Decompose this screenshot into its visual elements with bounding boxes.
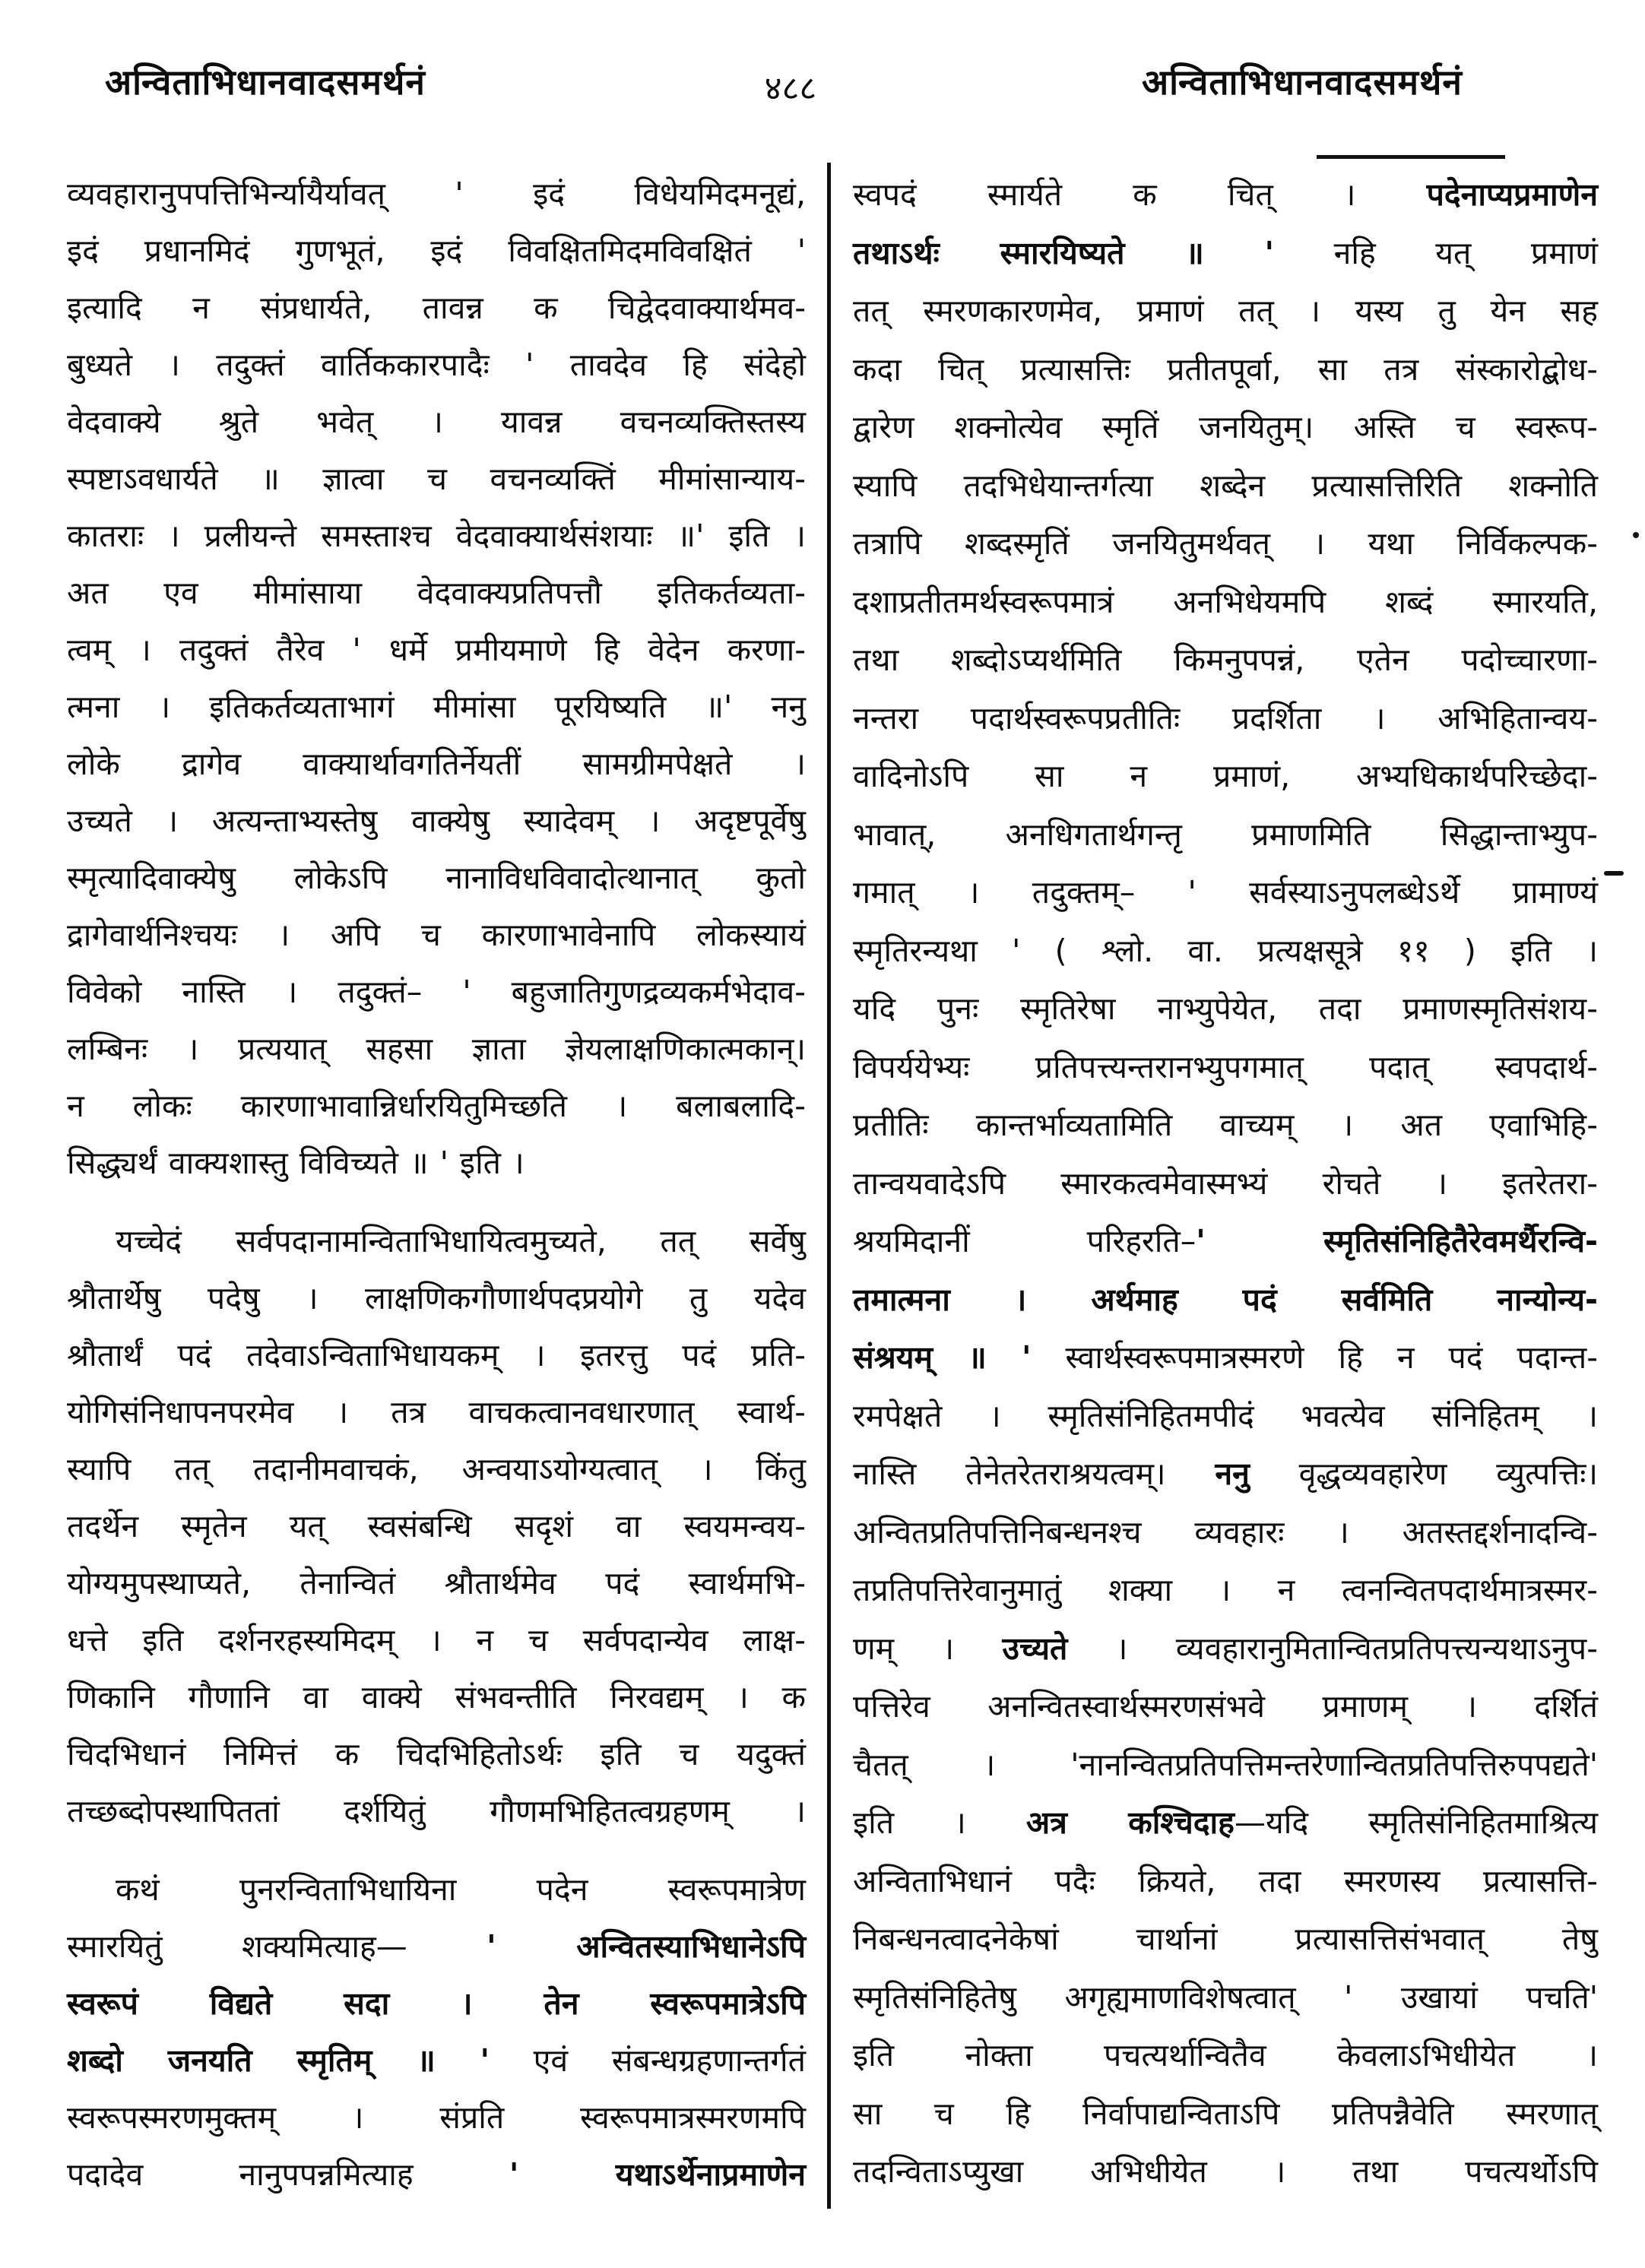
text-line <box>67 736 806 793</box>
text-line <box>67 1669 806 1726</box>
body-text: विपर्ययेभ्यः प्रतिपत्त्यन्तरानभ्युपगमात् पदात् स्वपदार्थ- <box>853 1048 1598 1085</box>
body-text: रमपेक्षते । स्मृतिसंनिहितमपीदं भवत्येव संनिहितम् । <box>853 1397 1598 1434</box>
page-number: ४८८ <box>764 69 817 108</box>
text-line <box>67 1078 806 1135</box>
text-line <box>67 1441 806 1498</box>
body-text: —यदि स्मृतिसंनिहितमाश्रित्य <box>1234 1804 1598 1841</box>
text-column-right <box>853 166 1598 2201</box>
scan-artifact-bar <box>1317 155 1505 159</box>
verse-quote-text: शब्दो जनयति स्मृतिम् ॥ ' <box>67 2042 490 2079</box>
text-line <box>853 398 1598 457</box>
body-text: यच्चेदं सर्वपदानामन्विताभिधायित्वमुच्यते, तत् सर्वेषु <box>116 1223 806 1259</box>
body-text: श्रौतार्थेषु पदेषु । लाक्षणिकगौणार्थपदप्रयोगे तु यदेव <box>67 1280 806 1316</box>
text-line <box>853 1969 1598 2027</box>
text-line <box>67 1918 806 1975</box>
text-line <box>67 622 806 679</box>
text-line <box>67 850 806 907</box>
text-line <box>853 573 1598 632</box>
body-text: इति नोक्ता पचत्यर्थान्वितैव केवलाऽभिधीयेत । <box>853 2037 1598 2073</box>
body-text: पत्तिरेव अनन्वितस्वार्थस्मरणसंभवे प्रमाणम् । दर्शितं <box>853 1688 1598 1725</box>
body-text: तप्रतिपत्तिरेवानुमातुं शक्या । न त्वनन्वितपदार्थमात्रस्मर- <box>853 1572 1598 1608</box>
body-text: न लोकः कारणाभावान्निर्धारयितुमिच्छति । बलाबलादि- <box>67 1088 806 1124</box>
text-line <box>853 1271 1598 1329</box>
text-line <box>853 2026 1598 2085</box>
text-line <box>67 1270 806 1327</box>
body-text: यदि पुनः स्मृतिरेषा नाभ्युपेयेत, तदा प्रमाणस्मृतिसंशय- <box>853 990 1598 1027</box>
body-text: लोके द्रागेव वाक्यार्थावगतिर्नेयतीं सामग्रीमपेक्षते । <box>67 746 806 782</box>
text-line <box>853 1794 1598 1852</box>
body-text: त्वम् । तदुक्तं तैरेव ' धर्मे प्रमीयमाणे हि वेदेन करणा- <box>67 632 806 668</box>
scan-artifact-dash <box>1604 871 1624 876</box>
body-text: स्यापि तत् तदानीमवाचकं, अन्वयाऽयोग्यत्वात् । किंतु <box>67 1451 806 1487</box>
body-text: कातराः । प्रलीयन्ते समस्ताश्च वेदवाक्यार्थसंशयाः ॥' इति । <box>67 518 806 554</box>
body-text: अत एव मीमांसाया वेदवाक्यप्रतिपत्तौ इतिकर्तव्यता- <box>67 575 806 611</box>
text-line <box>853 224 1598 283</box>
verse-quote-text: तमात्मना । अर्थमाह पदं सर्वमिति नान्योन्य- <box>853 1281 1598 1318</box>
body-text: सा च हि निर्वापाद्यन्विताऽपि प्रतिपन्नैवेति स्मरणात् <box>853 2095 1598 2132</box>
text-line <box>67 1783 806 1840</box>
text-line <box>853 515 1598 573</box>
body-text: स्मृतिरन्यथा ' ( श्लो. वा. प्रत्यक्षसूत्रे ११ ) इति । <box>853 932 1598 969</box>
text-line <box>67 280 806 337</box>
paragraph <box>67 1861 806 2203</box>
body-text: तत् स्मरणकारणमेव, प्रमाणं तत् । यस्य तु येन सह <box>853 293 1598 329</box>
text-line <box>853 1387 1598 1446</box>
body-text: श्रयमिदानीं परिहरति– <box>853 1223 1197 1259</box>
body-text: द्रागेवार्थनिश्चयः । अपि च कारणाभावेनापि लोकस्यायं <box>67 917 806 953</box>
text-column-left <box>67 166 806 2203</box>
text-line <box>67 565 806 622</box>
text-line <box>853 806 1598 864</box>
body-text: तथा शब्दोऽप्यर्थमिति किमनुपपन्नं, एतेन पदोच्चारणा- <box>853 641 1598 678</box>
text-line <box>853 922 1598 980</box>
body-text: नहि यत् प्रमाणं <box>1274 234 1598 271</box>
body-text: नन्तरा पदार्थस्वरूपप्रतीतिः प्रदर्शिता । अभिहितान्वय- <box>853 699 1598 736</box>
text-line <box>67 1135 806 1192</box>
text-line <box>67 1327 806 1384</box>
body-text: स्यापि तदभिधेयान्तर्गत्या शब्देन प्रत्यासत्तिरिति शक्नोति <box>853 467 1598 504</box>
text-line <box>853 1329 1598 1387</box>
text-line <box>853 1561 1598 1620</box>
body-text: स्मारयितुं शक्यमित्याह— <box>67 1928 487 1965</box>
text-line <box>67 964 806 1021</box>
body-text: सिद्ध्यर्थं वाक्यशास्तु विविच्यते ॥ ' इति । <box>67 1145 525 1181</box>
body-text: धत्ते इति दर्शनरहस्यमिदम् । न च सर्वपदान्येव लाक्ष- <box>67 1622 806 1658</box>
body-text: विवेको नास्ति । तदुक्तं– ' बहुजातिगुणद्रव्यकर्मभेदाव- <box>67 974 806 1010</box>
text-line <box>67 1213 806 1270</box>
body-text: योगिसंनिधापनपरमेव । तत्र वाचकत्वानवधारणात् स्वार्थ- <box>67 1394 806 1430</box>
body-text: वृद्धव्यवहारेण व्युत्पत्तिः। <box>1249 1456 1598 1492</box>
text-line <box>853 1212 1598 1271</box>
text-line <box>853 282 1598 341</box>
text-line <box>67 1861 806 1918</box>
text-line <box>67 1726 806 1783</box>
body-text: । व्यवहारानुमितान्वितप्रतिपत्त्यन्यथाऽनुप- <box>1067 1630 1598 1667</box>
text-line <box>853 689 1598 748</box>
body-text: पदादेव नानुपपन्नमित्याह <box>67 2156 509 2193</box>
text-line <box>853 1445 1598 1503</box>
body-text: व्यवहारानुपपत्तिभिर्न्यायैर्यावत् ' इदं विधेयमिदमनूद्यं, <box>67 176 806 212</box>
body-text: इत्यादि न संप्रधार्यते, तावन्न क चिद्वेदवाक्यार्थमव- <box>67 290 806 326</box>
text-line <box>67 2146 806 2203</box>
body-text: द्वारेण शक्नोत्येव स्मृतिं जनयितुम्। अस्ति च स्वरूप- <box>853 409 1598 445</box>
verse-quote-text: स्वरूपं विद्यते सदा । तेन स्वरूपमात्रेऽपि <box>67 1985 806 2022</box>
text-line <box>67 1555 806 1612</box>
body-text: तच्छब्दोपस्थापिततां दर्शयितुं गौणमभिहितत्वग्रहणम् । <box>67 1793 806 1829</box>
verse-quote-text: उच्यते <box>1002 1630 1068 1667</box>
text-line <box>67 679 806 736</box>
text-line <box>67 166 806 223</box>
body-text: अन्विताभिधानं पदैः क्रियते, तदा स्मरणस्य प्रत्यासत्ति- <box>853 1862 1598 1899</box>
text-line <box>67 1384 806 1441</box>
verse-quote-text: संश्रयम् ॥ ' <box>853 1339 1032 1376</box>
body-text: अन्वितप्रतिपत्तिनिबन्धनश्च व्यवहारः । अतस्तद्दर्शनादन्वि- <box>853 1513 1598 1551</box>
running-header-right: अन्विताभिधानवादसमर्थनं <box>1142 62 1463 103</box>
paragraph <box>67 166 806 1192</box>
text-line <box>67 2032 806 2089</box>
body-text: स्वपदं स्मार्यते क चित् । <box>853 176 1427 213</box>
body-text: स्वरूपस्मरणमुक्तम् । संप्रति स्वरूपमात्रस्मरणमपि <box>67 2099 806 2136</box>
column-divider-rule <box>827 163 831 2209</box>
text-line <box>853 2085 1598 2143</box>
body-text: उच्यते । अत्यन्ताभ्यस्तेषु वाक्येषु स्यादेवम् । अदृष्टपूर्वेषु <box>67 803 806 839</box>
text-line <box>67 394 806 451</box>
body-text: प्रतीतिः कान्तर्भाव्यतामिति वाच्यम् । अत एवाभिहि- <box>853 1107 1598 1143</box>
verse-quote-text: अत्र कश्चिदाह <box>1025 1804 1235 1841</box>
text-line <box>67 1498 806 1555</box>
body-text: इति । <box>853 1804 1026 1841</box>
text-line <box>853 863 1598 922</box>
body-text: कदा चित् प्रत्यासत्तिः प्रतीतपूर्वा, सा तत्र संस्कारोद्बोध- <box>853 350 1598 388</box>
body-text: बुध्यते । तदुक्तं वार्तिककारपादैः ' तावदेव हि संदेहो <box>67 347 806 383</box>
body-text: श्रौतार्थं पदं तदेवाऽन्विताभिधायकम् । इतरत्तु पदं प्रति- <box>67 1337 806 1373</box>
body-text: योग्यमुपस्थाप्यते, तेनान्वितं श्रौतार्थमेव पदं स्वार्थमभि- <box>67 1565 806 1601</box>
verse-quote-text: ' यथाऽर्थेनाप्रमाणेन <box>509 2156 806 2193</box>
body-text: स्वार्थस्वरूपमात्रस्मरणे हि न पदं पदान्त- <box>1031 1339 1598 1376</box>
text-line <box>853 1852 1598 1911</box>
body-text: वेदवाक्ये श्रुते भवेत् । यावन्न वचनव्यक्तिस्तस्य <box>67 404 806 440</box>
body-text: एवं संबन्धग्रहणान्तर्गतं <box>490 2042 806 2079</box>
body-text: तान्वयवादेऽपि स्मारकत्वमेवास्मभ्यं रोचते । इतरेतरा- <box>853 1164 1598 1202</box>
body-text: तदर्थेन स्मृतेन यत् स्वसंबन्धि सदृशं वा स्वयमन्वय- <box>67 1508 806 1544</box>
verse-quote-text: तथाऽर्थः स्मारयिष्यते ॥ ' <box>853 234 1275 271</box>
body-text: भावात्, अनधिगतार्थगन्तृ प्रमाणमिति सिद्धान्ताभ्युप- <box>853 816 1598 853</box>
body-text: णम् । <box>853 1630 1003 1667</box>
text-line <box>853 457 1598 515</box>
text-line <box>853 1155 1598 1213</box>
text-line <box>67 508 806 565</box>
body-text: त्मना । इतिकर्तव्यताभागं मीमांसा पूरयिष्यति ॥' ननु <box>67 689 806 725</box>
body-text: इदं प्रधानमिदं गुणभूतं, इदं विवक्षितमिदमविवक्षितं ' <box>67 233 806 269</box>
body-text: लम्बिनः । प्रत्ययात् सहसा ज्ञाता ज्ञेयलाक्षणिकात्मकान्। <box>67 1031 806 1067</box>
verse-quote-text: ' अन्वितस्याभिधानेऽपि <box>487 1928 806 1965</box>
text-line <box>853 166 1598 224</box>
body-text: कथं पुनरन्विताभिधायिना पदेन स्वरूपमात्रेण <box>116 1871 806 1908</box>
text-line <box>853 1503 1598 1562</box>
body-text: स्मृत्यादिवाक्येषु लोकेऽपि नानाविधविवादोत्थानात् कुतो <box>67 860 806 896</box>
body-text: तदन्विताऽप्युखा अभिधीयेत । तथा पचत्यर्थोऽपि <box>853 2153 1598 2190</box>
body-text: चिदभिधानं निमित्तं क चिदभिहितोऽर्थः इति च यदुक्तं <box>67 1736 806 1772</box>
body-text: चैतत् । 'नानन्वितप्रतिपत्तिमन्तरेणान्वितप्रतिपत्तिरुपपद्यते' <box>853 1746 1598 1783</box>
body-text: तत्रापि शब्दस्मृतिं जनयितुमर्थवत् । यथा निर्विकल्पक- <box>853 525 1598 562</box>
body-text: स्पष्टाऽवधार्यते ॥ ज्ञात्वा च वचनव्यक्तिं मीमांसान्याय- <box>67 461 806 497</box>
body-text: वादिनोऽपि सा न प्रमाणं, अभ्यधिकार्थपरिच्छेदा- <box>853 758 1598 794</box>
text-line <box>67 2089 806 2146</box>
text-line <box>853 341 1598 399</box>
body-text: निबन्धनत्वादनेकेषां चार्थानां प्रत्यासत्तिसंभवात् तेषु <box>853 1921 1598 1957</box>
body-text: नास्ति तेनेतरेतराश्रयत्वम्। <box>853 1456 1216 1492</box>
body-text: स्मृतिसंनिहितेषु अगृह्यमाणविशेषत्वात् ' उखायां पचति' <box>853 1978 1598 2016</box>
text-line <box>67 1612 806 1669</box>
text-line <box>853 1910 1598 1969</box>
paragraph <box>853 166 1598 2201</box>
verse-quote-text: पदेनाप्यप्रमाणेन <box>1426 176 1598 213</box>
verse-quote-text: ' स्मृतिसंनिहितैरेवमर्थैरन्वि- <box>1196 1223 1599 1259</box>
text-line <box>853 1677 1598 1736</box>
paragraph <box>67 1213 806 1840</box>
running-header-left: अन्विताभिधानवादसमर्थनं <box>105 62 426 103</box>
text-line <box>67 337 806 394</box>
text-line <box>853 2143 1598 2201</box>
text-line <box>853 631 1598 689</box>
text-line <box>853 1736 1598 1794</box>
text-line <box>67 793 806 850</box>
text-line <box>853 980 1598 1038</box>
text-line <box>67 451 806 508</box>
text-line <box>67 907 806 964</box>
text-line <box>853 747 1598 806</box>
scan-artifact-dot <box>1633 532 1639 538</box>
body-text: गमात् । तदुक्तम्– ' सर्वस्याऽनुपलब्धेऽर्थे प्रामाण्यं <box>853 874 1598 911</box>
text-line <box>67 223 806 280</box>
verse-quote-text: ननु <box>1215 1456 1250 1492</box>
text-line <box>853 1620 1598 1678</box>
text-line <box>853 1096 1598 1155</box>
text-line <box>67 1021 806 1078</box>
body-text: दशाप्रतीतमर्थस्वरूपमात्रं अनभिधेयमपि शब्दं स्मारयति, <box>853 583 1598 620</box>
text-line <box>853 1038 1598 1097</box>
text-line <box>67 1975 806 2032</box>
body-text: णिकानि गौणानि वा वाक्ये संभवन्तीति निरवद्यम् । क <box>67 1679 806 1715</box>
